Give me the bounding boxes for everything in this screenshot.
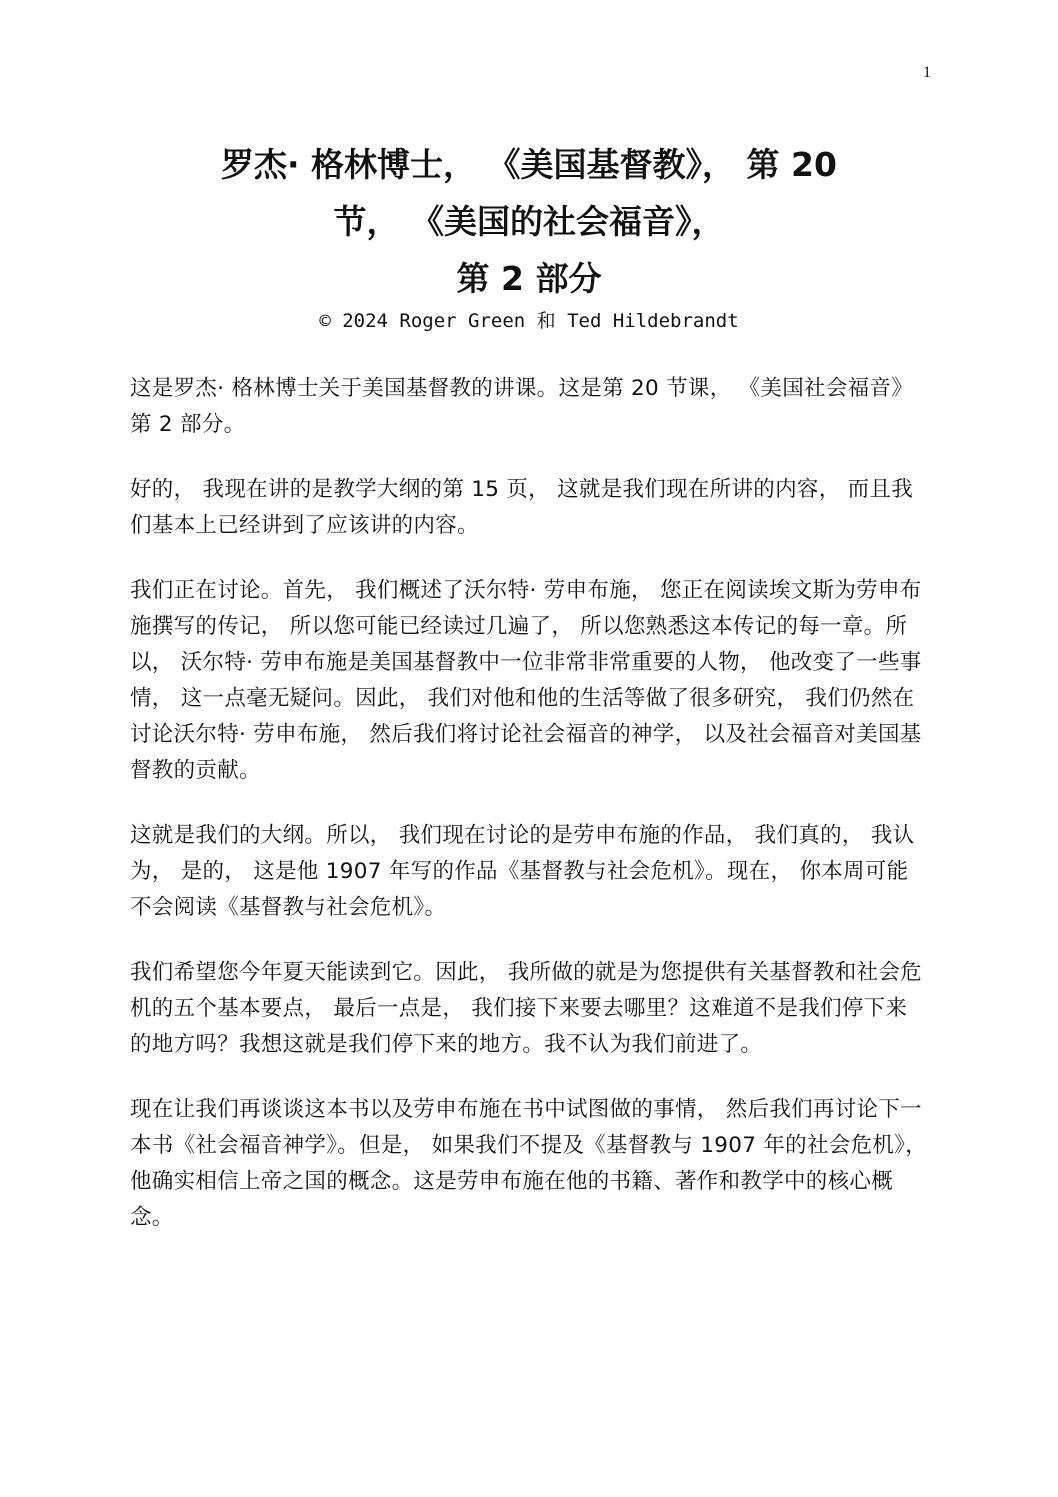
- paragraph-2: 好的， 我现在讲的是教学大纲的第 15 页， 这就是我们现在所讲的内容， 而且我们基本上已经讲到了应该讲的内容。: [130, 477, 914, 538]
- page-number: 1: [923, 64, 931, 81]
- document-title: [130, 136, 928, 307]
- paragraph-1: 这是罗杰· 格林博士关于美国基督教的讲课。这是第 20 节课， 《美国社会福音》第 2 部分。: [130, 376, 914, 437]
- body-text: [130, 371, 928, 1265]
- paragraph-4: 这就是我们的大纲。所以， 我们现在讨论的是劳申布施的作品， 我们真的， 我认为， 是的， 这是他 1907 年写的作品《基督教与社会危机》。现在， 你本周可能不会阅读《基督教与社会危机》。: [130, 823, 915, 920]
- title-line-2: 节， 《美国的社会福音》，: [333, 202, 725, 241]
- paragraph-5: 我们希望您今年夏天能读到它。因此， 我所做的就是为您提供有关基督教和社会危机的五个基本要点， 最后一点是， 我们接下来要去哪里？这难道不是我们停下来的地方吗？我想这就是我们停下来的地方。我不认为我们前进了。: [130, 960, 922, 1057]
- title-line-1: 罗杰· 格林博士， 《美国基督教》， 第 20: [221, 145, 837, 184]
- paragraph-6: 现在让我们再谈谈这本书以及劳申布施在书中试图做的事情， 然后我们再讨论下一本书《社会福音神学》。但是， 如果我们不提及《基督教与 1907 年的社会危机》， 他确实相信上帝之国的概念。这是劳申布施在他的书籍、著作和教学中的核心概念。: [130, 1097, 928, 1230]
- copyright-notice: © 2024 Roger Green 和 Ted Hildebrandt: [319, 310, 739, 332]
- paragraph-3: 我们正在讨论。首先， 我们概述了沃尔特· 劳申布施， 您正在阅读埃文斯为劳申布施撰写的传记， 所以您可能已经读过几遍了， 所以您熟悉这本传记的每一章。所以， 沃尔特· 劳申布施是美国基督教中一位非常非常重要的人物， 他改变了一些事情， 这一点毫无疑问。因此， 我们对他和他的生活等做了很多研究， 我们仍然在讨论沃尔特· 劳申布施， 然后我们将讨论社会福音的神学， 以及社会福音对美国基督教的贡献。: [130, 578, 922, 783]
- title-line-3: 第 2 部分: [456, 259, 602, 298]
